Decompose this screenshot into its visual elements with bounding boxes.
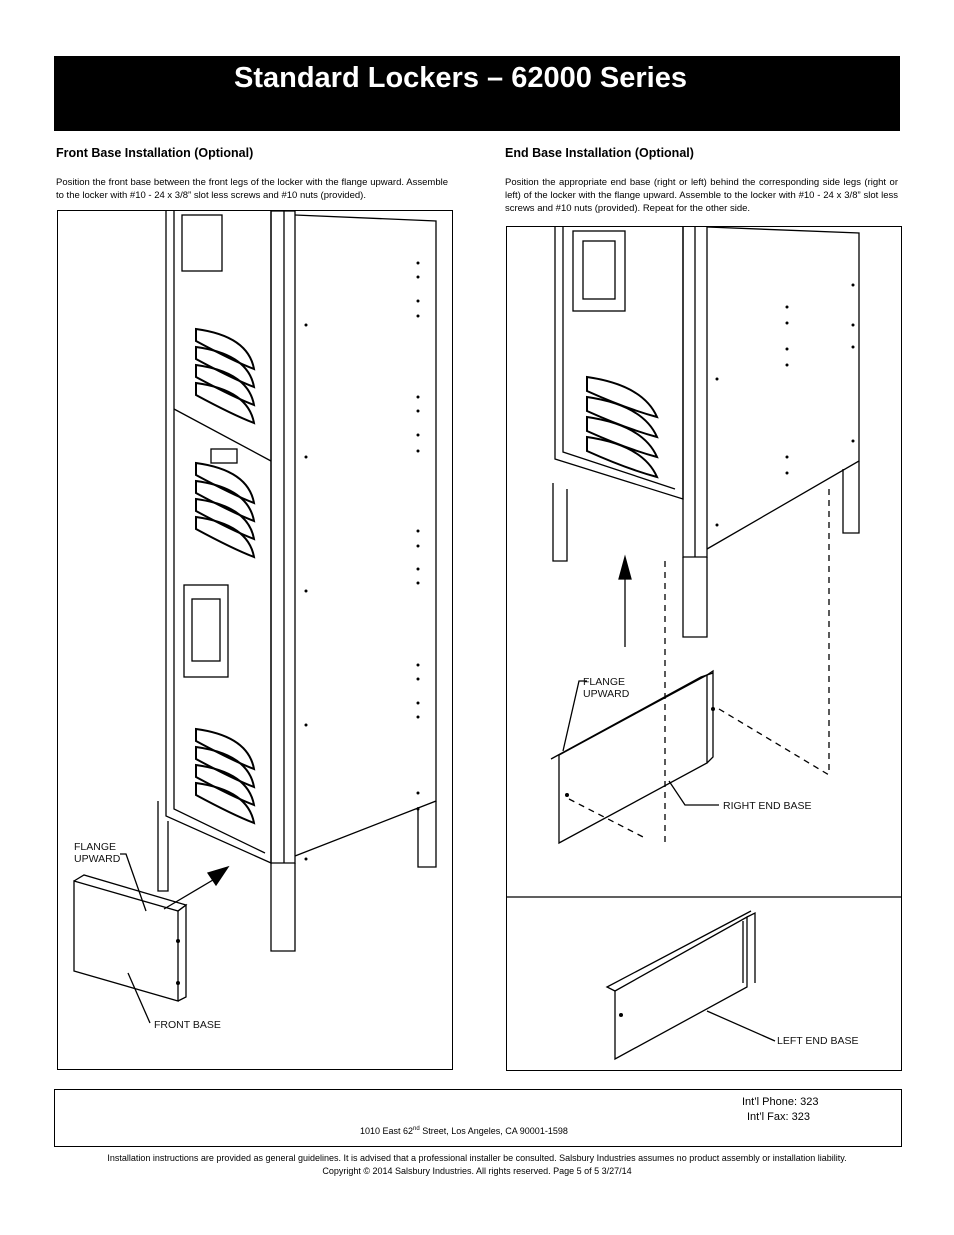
copyright-text: Copyright © 2014 Salsbury Industries. All rights reserved. Page 5 of 5 3/27/14 (322, 1166, 632, 1176)
intl-phone: Int’l Phone: 323 (742, 1096, 819, 1108)
address-street-suffix: Street, Los Angeles, CA 90001-1598 (419, 1126, 568, 1136)
front-base-heading: Front Base Installation (Optional) (56, 146, 254, 160)
front-flange-label-1: FLANGE (74, 841, 117, 853)
end-base-instructions: Position the appropriate end base (right or left) behind the corresponding side legs (right or left) of the locker with the flange upward. Assemble to the locker with #10 - 24 x 3/8” slot less screws and #10 nuts (provided). Repeat for the other side. (505, 177, 898, 214)
title-bar (54, 56, 900, 131)
left-end-base-label: LEFT END BASE (777, 1035, 859, 1047)
end-locker-drawing (507, 227, 901, 1070)
address-ordinal: nd (413, 1126, 420, 1132)
front-base-figure (57, 210, 453, 1070)
end-flange-label-1: FLANGE (583, 676, 626, 688)
company-address (360, 1126, 568, 1136)
page-title: Standard Lockers – 62000 Series (234, 62, 687, 94)
footer-notes (54, 1152, 900, 1178)
front-base-instructions: Position the front base between the front legs of the locker with the flange upward. Assemble to the locker with #10 - 24 x 3/8” slot less screws and #10 nuts (provided). (56, 177, 448, 201)
end-flange-label-2: UPWARD (583, 688, 630, 700)
end-base-figure (506, 226, 902, 1071)
front-flange-label-2: UPWARD (74, 853, 121, 865)
address-street-prefix: 1010 East 62 (360, 1126, 414, 1136)
intl-fax: Int’l Fax: 323 (747, 1111, 810, 1123)
front-locker-drawing (58, 211, 452, 1069)
front-base-label: FRONT BASE (154, 1019, 221, 1031)
disclaimer-text: Installation instructions are provided as general guidelines. It is advised that a professional installer be consulted. Salsbury Industries assumes no product assembly or installation liability. (107, 1153, 847, 1163)
right-end-base-label: RIGHT END BASE (723, 800, 812, 812)
end-base-heading: End Base Installation (Optional) (505, 146, 694, 160)
